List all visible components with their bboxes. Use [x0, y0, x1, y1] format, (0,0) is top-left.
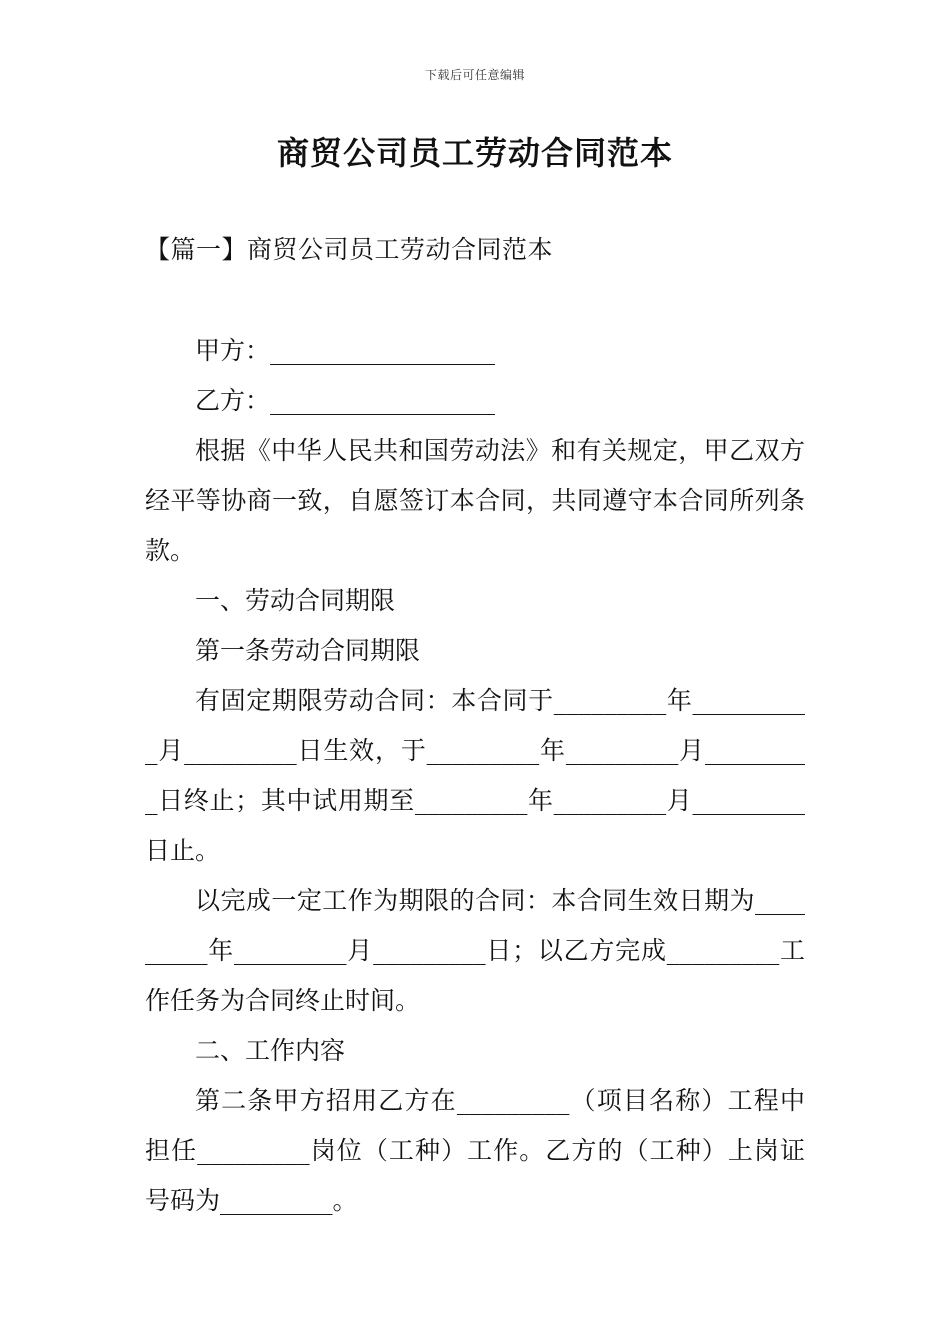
article-heading-1: 第一条劳动合同期限: [195, 636, 421, 665]
header-note: 下载后可任意编辑: [424, 68, 525, 82]
task-term-paragraph: 以完成一定工作为期限的合同：本合同生效日期为_________年_________月_________日；以乙方完成_________工作任务为合同终止时间。: [145, 886, 805, 1015]
article-2-paragraph: 第二条甲方招用乙方在_________（项目名称）工程中担任_________岗位（工种）工作。乙方的（工种）上岗证号码为_________。: [145, 1086, 805, 1215]
preamble-paragraph: 根据《中华人民共和国劳动法》和有关规定，甲乙双方经平等协商一致，自愿签订本合同，共同遵守本合同所列条款。: [145, 436, 805, 565]
chapter-heading-term: 一、劳动合同期限: [195, 586, 396, 615]
chapter-heading-work: 二、工作内容: [195, 1036, 346, 1065]
party-b-line: 乙方：__________________: [195, 386, 496, 415]
fixed-term-paragraph: 有固定期限劳动合同：本合同于_________年__________月_________日生效，于_________年_________月_________日终止；其中试用期至_________年_________月_________日止。: [145, 686, 805, 865]
document-title: 商贸公司员工劳动合同范本: [276, 134, 673, 172]
document-body: [145, 326, 805, 1226]
party-a-line: 甲方：__________________: [195, 336, 496, 365]
section-heading: 【篇一】商贸公司员工劳动合同范本: [145, 235, 554, 264]
